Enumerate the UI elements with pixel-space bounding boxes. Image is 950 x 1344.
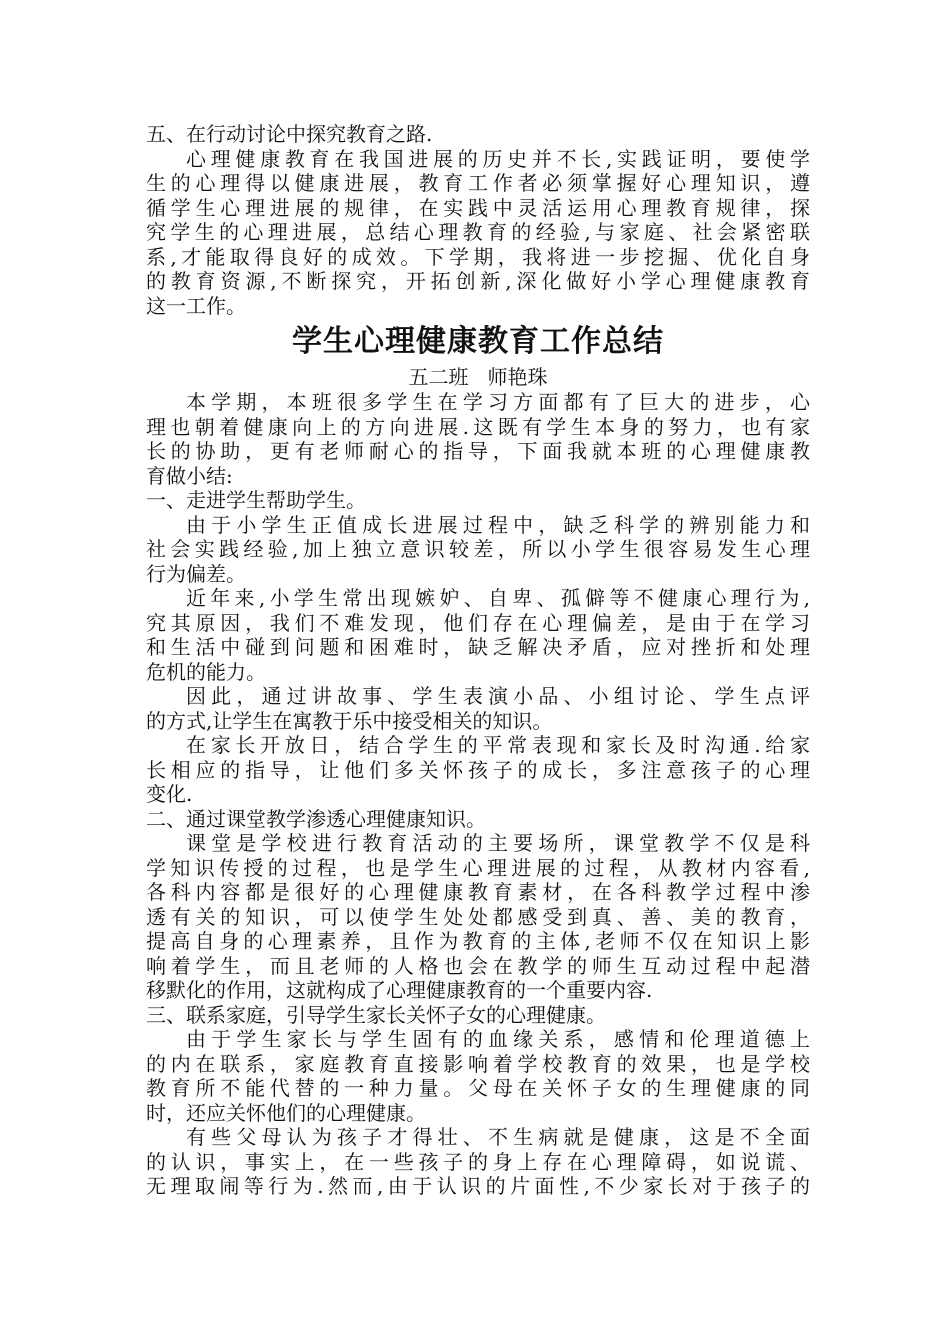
- paragraph-line: 行为偏差。: [146, 561, 246, 586]
- section-heading-five: 五、在行动讨论中探究教育之路.: [146, 122, 433, 146]
- section-heading-two: 二、通过课堂教学渗透心理健康知识。: [146, 806, 486, 831]
- paragraph-line: 近年来,小学生常出现嫉妒、自卑、孤僻等不健康心理行为,: [186, 586, 810, 610]
- paragraph-line: 究学生的心理进展，总结心理教育的经验,与家庭、社会紧密联: [146, 220, 810, 244]
- paragraph-line: 时，还应关怀他们的心理健康。: [146, 1100, 426, 1125]
- paragraph-line: 这一工作。: [146, 293, 246, 318]
- paragraph-line: 长的协助，更有老师耐心的指导，下面我就本班的心理健康教: [146, 439, 810, 463]
- paragraph-line: 变化.: [146, 782, 193, 806]
- paragraph-line: 因此，通过讲故事、学生表演小品、小组讨论、学生点评: [186, 684, 810, 708]
- paragraph-line: 的内在联系，家庭教育直接影响着学校教育的效果，也是学校: [146, 1051, 810, 1076]
- author-byline: 五二班 师艳珠: [408, 365, 548, 389]
- paragraph-line: 无理取闹等行为.然而,由于认识的片面性,不少家长对于孩子的: [146, 1174, 810, 1198]
- paragraph-line: 循学生心理进展的规律，在实践中灵活运用心理教育规律，探: [146, 195, 810, 220]
- paragraph-line: 在家长开放日，结合学生的平常表现和家长及时沟通.给家: [186, 733, 810, 757]
- paragraph-line: 系,才能取得良好的成效。下学期，我将进一步挖掘、优化自身: [146, 244, 810, 269]
- paragraph-line: 心理健康教育在我国进展的历史并不长,实践证明，要使学: [186, 146, 810, 171]
- paragraph-line: 社会实践经验,加上独立意识较差，所以小学生很容易发生心理: [146, 537, 810, 561]
- paragraph-line: 课堂是学校进行教育活动的主要场所，课堂教学不仅是科: [186, 831, 810, 855]
- paragraph-line: 本学期，本班很多学生在学习方面都有了巨大的进步，心: [186, 390, 810, 414]
- paragraph-line: 各科内容都是很好的心理健康教育素材，在各科教学过程中渗: [146, 880, 810, 904]
- document-page: [146, 122, 810, 1199]
- paragraph-line: 有些父母认为孩子才得壮、不生病就是健康，这是不全面: [186, 1125, 810, 1149]
- paragraph-line: 生的心理得以健康进展，教育工作者必须掌握好心理知识，遵: [146, 171, 810, 195]
- document-title: 学生心理健康教育工作总结: [292, 324, 664, 359]
- section-heading-three: 三、联系家庭，引导学生家长关怀子女的心理健康。: [146, 1002, 606, 1027]
- paragraph-line: 由于学生家长与学生固有的血缘关系，感情和伦理道德上: [186, 1027, 810, 1051]
- paragraph-line: 学知识传授的过程，也是学生心理进展的过程，从教材内容看,: [146, 855, 810, 880]
- paragraph-line: 长相应的指导，让他们多关怀孩子的成长，多注意孩子的心理: [146, 757, 810, 782]
- paragraph-line: 和生活中碰到问题和困难时，缺乏解决矛盾，应对挫折和处理: [146, 635, 810, 659]
- paragraph-line: 响着学生，而且老师的人格也会在教学的师生互动过程中起潜: [146, 953, 810, 978]
- paragraph-line: 由于小学生正值成长进展过程中，缺乏科学的辨别能力和: [186, 512, 810, 537]
- paragraph-line: 究其原因，我们不难发现，他们存在心理偏差，是由于在学习: [146, 610, 810, 635]
- paragraph-line: 透有关的知识，可以使学生处处都感受到真、善、美的教育，: [146, 904, 810, 929]
- paragraph-line: 移默化的作用，这就构成了心理健康教育的一个重要内容.: [146, 978, 653, 1002]
- paragraph-line: 教育所不能代替的一种力量。父母在关怀子女的生理健康的同: [146, 1076, 810, 1100]
- section-heading-one: 一、走进学生帮助学生。: [146, 488, 366, 512]
- paragraph-line: 提高自身的心理素养，且作为教育的主体,老师不仅在知识上影: [146, 929, 810, 953]
- paragraph-line: 的方式,让学生在寓教于乐中接受相关的知识。: [146, 708, 553, 733]
- paragraph-line: 的教育资源,不断探究，开拓创新,深化做好小学心理健康教育: [146, 269, 810, 293]
- paragraph-line: 育做小结:: [146, 463, 233, 488]
- paragraph-line: 的认识，事实上，在一些孩子的身上存在心理障碍，如说谎、: [146, 1149, 810, 1174]
- paragraph-line: 危机的能力。: [146, 659, 266, 684]
- paragraph-line: 理也朝着健康向上的方向进展.这既有学生本身的努力，也有家: [146, 414, 810, 439]
